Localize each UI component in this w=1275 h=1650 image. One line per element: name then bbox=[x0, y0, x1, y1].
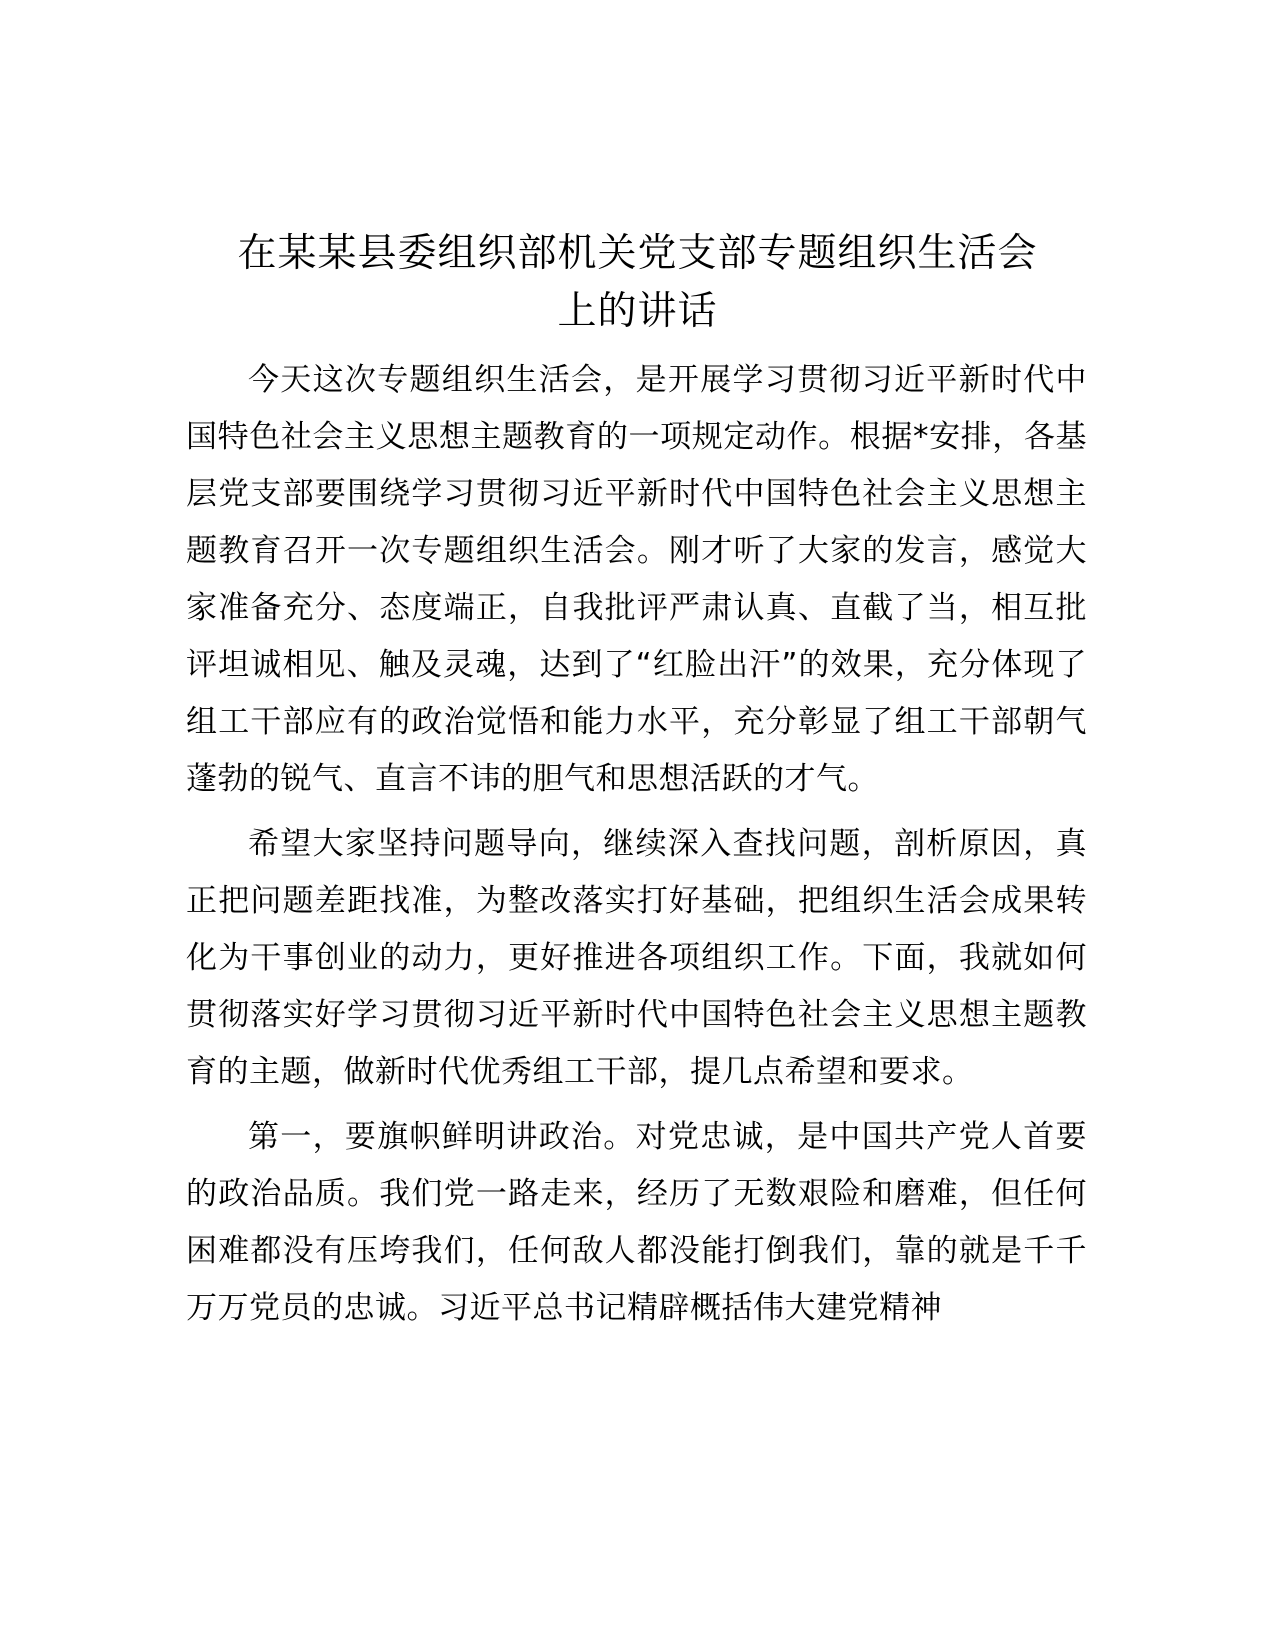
title-line-1: 在某某县委组织部机关党支部专题组织生活会 bbox=[237, 231, 1038, 276]
title-line-2: 上的讲话 bbox=[557, 289, 718, 334]
document-title bbox=[150, 225, 1125, 341]
paragraph-3: 第一，要旗帜鲜明讲政治。对党忠诚，是中国共产党人首要的政治品质。我们党一路走来，经历了无数艰险和磨难，但任何困难都没有压垮我们，任何敌人都没能打倒我们，靠的就是千千万万党员的忠诚。习近平总书记精辟概括伟大建党精神 bbox=[186, 1119, 1087, 1326]
paragraph-2: 希望大家坚持问题导向，继续深入查找问题，剖析原因，真正把问题差距找准，为整改落实打好基础，把组织生活会成果转化为干事创业的动力，更好推进各项组织工作。下面，我就如何贯彻落实好学习贯彻习近平新时代中国特色社会主义思想主题教育的主题，做新时代优秀组工干部，提几点希望和要求。 bbox=[186, 826, 1087, 1090]
paragraph-1: 今天这次专题组织生活会，是开展学习贯彻习近平新时代中国特色社会主义思想主题教育的一项规定动作。根据*安排，各基层党支部要围绕学习贯彻习近平新时代中国特色社会主义思想主题教育召开一次专题组织生活会。刚才听了大家的发言，感觉大家准备充分、态度端正，自我批评严肃认真、直截了当，相互批评坦诚相见、触及灵魂，达到了“红脸出汗”的效果，充分体现了组工干部应有的政治觉悟和能力水平，充分彰显了组工干部朝气蓬勃的锐气、直言不讳的胆气和思想活跃的才气。 bbox=[186, 362, 1087, 797]
document-body bbox=[186, 352, 1087, 1345]
